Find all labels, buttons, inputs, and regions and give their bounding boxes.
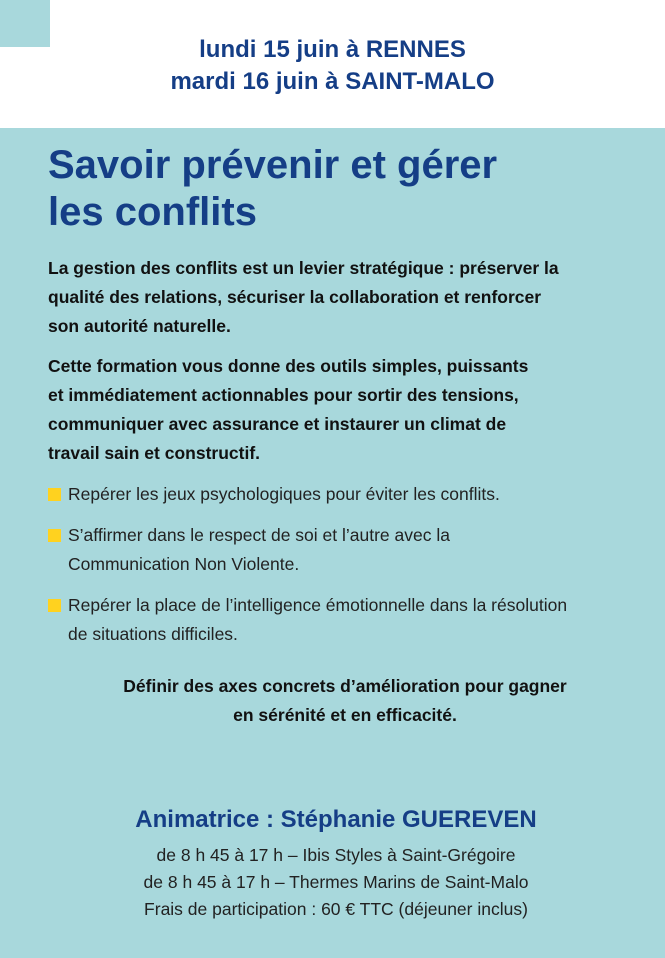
event-dates: [0, 34, 665, 98]
session-2: de 8 h 45 à 17 h – Thermes Marins de Saint-Malo: [143, 872, 529, 892]
yellow-square-icon: [48, 599, 61, 612]
list-item: [48, 521, 648, 579]
list-item: [48, 591, 648, 649]
bullet-2-line-1: S’affirmer dans le respect de soi et l’autre avec la: [68, 525, 450, 545]
intro-p1-line-1: La gestion des conflits est un levier stratégique : préserver la: [48, 258, 559, 278]
intro-p2-line-3: communiquer avec assurance et instaurer un climat de: [48, 414, 507, 434]
title-line-2: les conflits: [48, 190, 257, 234]
title-line-1: Savoir prévenir et gérer: [48, 143, 498, 187]
objectives-list: [48, 480, 648, 661]
intro-paragraph-2: [48, 352, 638, 468]
intro-paragraph-1: [48, 254, 638, 341]
yellow-square-icon: [48, 529, 61, 542]
intro-p2-line-1: Cette formation vous donne des outils simples, puissants: [48, 356, 529, 376]
trainer-name: Animatrice : Stéphanie GUEREVEN: [135, 806, 537, 833]
conclusion-line-1: Définir des axes concrets d’amélioration pour gagner: [123, 676, 567, 696]
intro-p1-line-3: son autorité naturelle.: [48, 316, 231, 336]
fees: Frais de participation : 60 € TTC (déjeuner inclus): [144, 899, 528, 919]
date-line-saint-malo: mardi 16 juin à SAINT-MALO: [170, 68, 495, 95]
intro-p2-line-2: et immédiatement actionnables pour sortir des tensions,: [48, 385, 519, 405]
intro-p2-line-4: travail sain et constructif.: [48, 443, 261, 463]
bullet-2-line-2: Communication Non Violente.: [68, 554, 300, 574]
bullet-3-line-2: de situations difficiles.: [68, 624, 238, 644]
session-1: de 8 h 45 à 17 h – Ibis Styles à Saint-Grégoire: [156, 845, 516, 865]
bullet-1-line-1: Repérer les jeux psychologiques pour éviter les conflits.: [68, 484, 500, 504]
bullet-3-line-1: Repérer la place de l’intelligence émotionnelle dans la résolution: [68, 595, 568, 615]
header-band: [0, 0, 665, 128]
conclusion: [0, 672, 665, 730]
list-item: [48, 480, 648, 509]
yellow-square-icon: [48, 488, 61, 501]
page-title: [48, 142, 628, 236]
date-line-rennes: lundi 15 juin à RENNES: [199, 36, 466, 63]
intro-p1-line-2: qualité des relations, sécuriser la collaboration et renforcer: [48, 287, 542, 307]
conclusion-line-2: en sérénité et en efficacité.: [233, 705, 457, 725]
session-details: [0, 842, 665, 923]
